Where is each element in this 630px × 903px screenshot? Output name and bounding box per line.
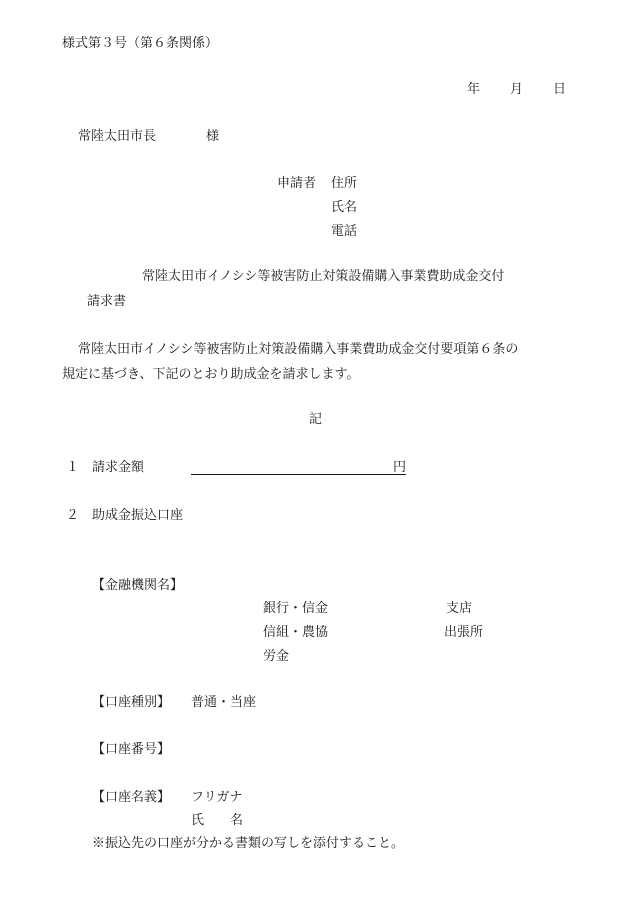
- branch-label-1: 支店: [446, 601, 473, 616]
- bank-option-1: 銀行・信金: [263, 601, 329, 616]
- document-title-line2: 請求書: [87, 294, 127, 309]
- date-day-label: 日: [553, 82, 567, 97]
- account-type-value: 普通・当座: [191, 695, 257, 710]
- applicant-name-label: 氏名: [331, 200, 358, 215]
- account-type-label: 【口座種別】: [92, 695, 171, 710]
- applicant-label: 申請者: [277, 176, 317, 191]
- account-holder-label: 【口座名義】: [92, 790, 171, 805]
- item1-label: 請求金額: [92, 460, 145, 475]
- bank-option-3: 労金: [263, 649, 290, 664]
- ki-heading: 記: [309, 412, 323, 427]
- item1-number: １: [66, 460, 80, 475]
- date-year-label: 年: [467, 82, 481, 97]
- applicant-address-label: 住所: [331, 176, 358, 191]
- bank-option-2: 信組・農協: [263, 625, 329, 640]
- applicant-phone-label: 電話: [331, 224, 358, 239]
- account-holder-name-label: 氏 名: [191, 813, 244, 828]
- addressee-honorific: 様: [206, 129, 220, 144]
- item2-label: 助成金振込口座: [92, 508, 184, 523]
- addressee-name: 常陸太田市長: [78, 129, 157, 144]
- branch-label-2: 出張所: [444, 625, 484, 640]
- date-month-label: 月: [510, 82, 524, 97]
- account-holder-furigana-label: フリガナ: [191, 790, 243, 805]
- attachment-note: ※振込先の口座が分かる書類の写しを添付すること。: [92, 836, 405, 851]
- document-title-line1: 常陸太田市イノシシ等被害防止対策設備購入事業費助成金交付: [142, 269, 505, 284]
- body-text-line2: 規定に基づき、下記のとおり助成金を請求します。: [62, 367, 360, 382]
- item1-unit: 円: [393, 460, 407, 475]
- bank-name-label: 【金融機関名】: [92, 578, 184, 593]
- form-number: 様式第３号（第６条関係）: [62, 36, 219, 51]
- account-number-label: 【口座番号】: [92, 742, 171, 757]
- body-text-line1: 常陸太田市イノシシ等被害防止対策設備購入事業費助成金交付要項第６条の: [78, 342, 519, 357]
- item2-number: ２: [66, 508, 80, 523]
- claim-amount-field[interactable]: [191, 474, 406, 475]
